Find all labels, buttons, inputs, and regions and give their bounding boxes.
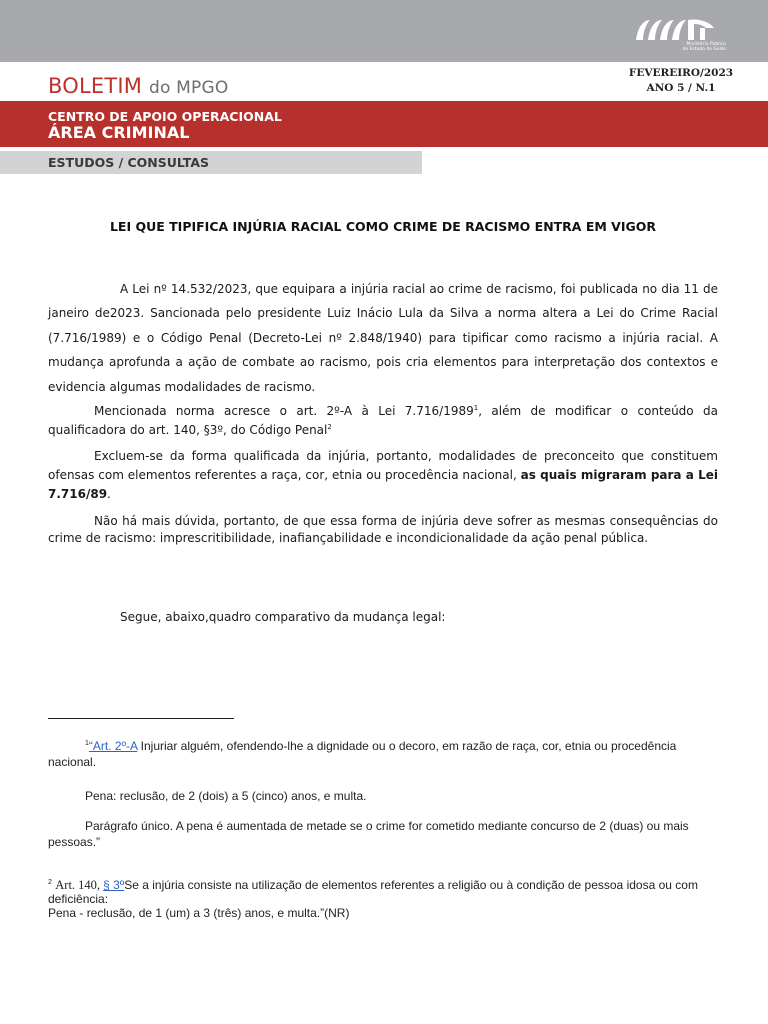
subsection-label: ESTUDOS / CONSULTAS xyxy=(48,155,210,170)
footnote-1-paragraph-text: Parágrafo único. A pena é aumentada de metade se o crime for cometido mediante concurso de 2 (duas) ou mais pessoas.” xyxy=(48,819,689,849)
footnote-1-link[interactable]: “Art. 2º-A xyxy=(88,739,138,753)
mp-logo xyxy=(632,12,732,58)
logo-line-2: do Estado de Goiás xyxy=(682,47,726,52)
header-top-bar xyxy=(0,0,768,62)
footnote-2-article: Art. 140, xyxy=(55,878,104,892)
mp-logo-mark-icon xyxy=(632,12,724,42)
subsection-bar xyxy=(0,151,422,174)
footnote-1-number: 1 xyxy=(85,740,89,747)
area-label: ÁREA CRIMINAL xyxy=(48,123,190,142)
paragraph-1: A Lei nº 14.532/2023, que equipara a injúria racial ao crime de racismo, foi publicada no dia 11 de janeiro de2023. Sancionada pelo presidente Luiz Inácio Lula da Silva a norma altera a Lei do Crime Racial (7.716/1989) e o Código Penal (Decreto-Lei nº 2.848/1940) para tipificar como racismo a injúria racial. A mudança aprofunda a ação de combate ao racismo, pois cria elementos para interpretação dos contextos e evidencia algumas modalidades de racismo. xyxy=(48,282,718,394)
issue-number: ANO 5 / N.1 xyxy=(646,82,716,94)
footnote-separator xyxy=(48,718,234,719)
paragraph-3-end: . xyxy=(107,487,111,502)
paragraph-2-text-b: , além de modificar o conteúdo da qualificadora do art. 140, §3º, do Código Penal xyxy=(48,404,718,438)
paragraph-2-text-a: Mencionada norma acresce o art. 2º-A à Lei 7.716/1989 xyxy=(94,404,474,419)
article-body xyxy=(48,277,718,547)
footnote-2-penalty: Pena - reclusão, de 1 (um) a 3 (três) anos, e multa.”(NR) xyxy=(48,906,350,920)
paragraph-5: Segue, abaixo,quadro comparativo da mudança legal: xyxy=(120,610,446,624)
brand-sub: do MPGO xyxy=(148,78,229,98)
issue-date: FEVEREIRO/2023 xyxy=(628,67,734,79)
paragraph-2 xyxy=(48,402,718,440)
logo-line-1: Ministério Público xyxy=(686,42,726,47)
footnote-1-text: Injuriar alguém, ofendendo-lhe a dignidade ou o decoro, em razão de raça, cor, etnia ou procedência nacional. xyxy=(48,739,677,769)
footnote-2-number: 2 xyxy=(48,879,52,886)
edition-block xyxy=(626,66,736,96)
footnote-1-paragraph xyxy=(48,818,718,850)
logo-caption xyxy=(636,42,726,52)
footnote-1-penalty xyxy=(48,788,718,804)
paragraph-4: Não há mais dúvida, portanto, de que essa forma de injúria deve sofrer as mesmas consequências do crime de racismo: imprescritibilidade, inafiançabilidade e incondicionalidade da ação penal pública. xyxy=(48,514,718,546)
footnote-1-penalty-text: Pena: reclusão, de 2 (dois) a 5 (cinco) anos, e multa. xyxy=(85,789,367,803)
article-title: LEI QUE TIPIFICA INJÚRIA RACIAL COMO CRIME DE RACISMO ENTRA EM VIGOR xyxy=(109,219,657,234)
section-banner xyxy=(0,101,768,147)
brand-title xyxy=(48,74,228,98)
paragraph-3-text-a: Excluem-se da forma qualificada da injúria, portanto, modalidades de preconceito que constituem ofensas com elementos referentes a raça, cor, etnia ou procedência nacional, xyxy=(48,449,718,483)
footnote-2 xyxy=(48,878,718,920)
brand-main: BOLETIM xyxy=(48,74,143,98)
footnote-2-link[interactable]: § 3º xyxy=(103,878,125,892)
footnote-1 xyxy=(48,738,718,770)
footnote-ref-2[interactable]: 2 xyxy=(327,423,332,432)
footnote-ref-1[interactable]: 1 xyxy=(473,404,479,413)
center-label: CENTRO DE APOIO OPERACIONAL xyxy=(48,109,282,124)
paragraph-3 xyxy=(48,447,718,504)
paragraph-3-bold: as quais migraram para a Lei 7.716/89 xyxy=(48,468,718,502)
footnote-2-text: Se a injúria consiste na utilização de elementos referentes a religião ou à condição de pessoa idosa ou com deficiência: xyxy=(48,878,698,906)
